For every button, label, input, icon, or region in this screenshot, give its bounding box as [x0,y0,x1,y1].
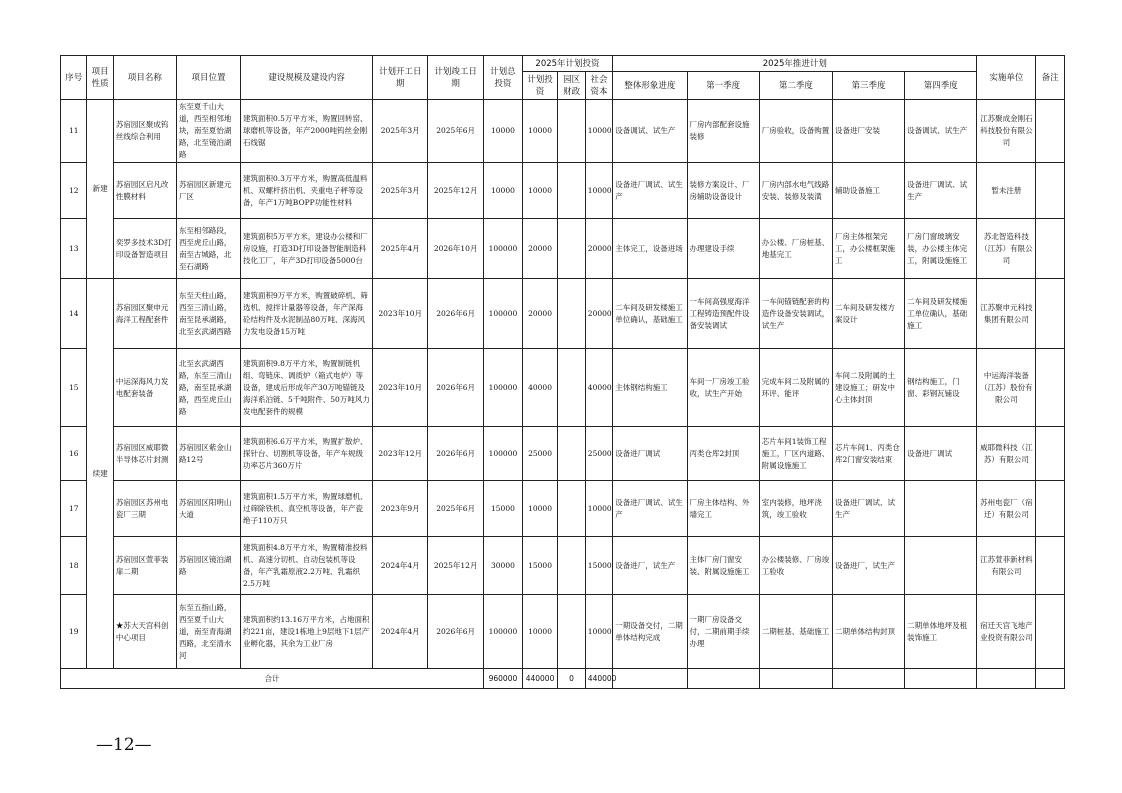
location-cell: 东至夏千山大道，西至相邻地块，南至夏怡湖路，北至镜泊湖路 [176,100,240,163]
image-cell: 设备进厂调试、试生产 [613,163,687,219]
image-cell: 设备进厂，试生产 [613,537,687,595]
table-body [61,100,1065,689]
name-cell: 奕罗多技术3D打印设备智造项目 [113,219,176,279]
q2-cell: 办公楼、厂房桩基、地基完工 [759,219,832,279]
social-cell: 20000 [585,219,612,279]
end-cell: 2026年6月 [428,279,484,349]
header-seq: 序号 [61,56,87,100]
social-cell: 20000 [585,279,612,349]
seq-cell: 16 [61,427,87,481]
total-cell: 10000 [484,163,523,219]
name-cell: 苏宿园区苏州电瓷厂三期 [113,481,176,537]
totals-plan: 440000 [522,669,558,689]
social-cell: 10000 [585,481,612,537]
q4-cell: 设备调试、试生产 [905,100,977,163]
start-cell: 2025年3月 [373,100,428,163]
social-cell: 10000 [585,100,612,163]
header-plan-group: 2025年计划投资 [522,56,613,72]
q1-cell: 一车间高强度海洋工程铸造预配件设备安装调试 [687,279,759,349]
total-cell: 100000 [484,219,523,279]
park-cell [558,427,585,481]
seq-cell: 14 [61,279,87,349]
nature-continue-cell: 续建 [87,279,113,669]
image-cell: 主体钢结构施工 [613,349,687,427]
q1-cell: 办理建设手续 [687,219,759,279]
plan-cell: 10000 [522,595,558,669]
location-cell: 北至玄武湖西路，东至三清山路，南至昆承湖路，西至虎丘山路 [176,349,240,427]
total-cell: 100000 [484,279,523,349]
scale-cell: 建筑面积1.5万平方米，购置球磨机、过筛除铁机、真空机等设备，年产瓷绝子110万只 [241,481,373,537]
totals-total: 960000 [484,669,523,689]
seq-cell: 13 [61,219,87,279]
table-row [61,163,1065,219]
q3-cell: 车间二及附属的土建设施工；研发中心主体封顶 [832,349,904,427]
image-cell: 二车间及研发楼施工单位确认，基础施工 [613,279,687,349]
start-cell: 2023年10月 [373,349,428,427]
q3-cell: 厂房主体框架完工，办公楼框架施工 [832,219,904,279]
note-cell [1036,349,1065,427]
unit-cell: 江苏聚申元科技集团有限公司 [977,279,1036,349]
plan-cell: 25000 [522,427,558,481]
note-cell [1036,595,1065,669]
plan-cell: 10000 [522,163,558,219]
table-row [61,481,1065,537]
scale-cell: 建筑面积5万平方米，建设办公楼和厂房设施，打造3D打印设备智能制造科技化工厂，年产3D打印设备5000台 [241,219,373,279]
header-image: 整体形象进度 [613,72,687,100]
social-cell: 10000 [585,163,612,219]
project-table [60,55,1065,689]
q4-cell [905,537,977,595]
header-note: 备注 [1036,56,1065,100]
header-name: 项目名称 [113,56,176,100]
total-cell: 100000 [484,595,523,669]
q4-cell: 厂房门窗玻璃安装，办公楼主体完工，附属设施施工 [905,219,977,279]
name-cell: ★苏大天宫科创中心项目 [113,595,176,669]
totals-empty-cell [832,669,904,689]
header-plan-invest: 计划投资 [522,72,558,100]
location-cell: 苏宿园区镜泊湖路 [176,537,240,595]
header-q2: 第二季度 [759,72,832,100]
q3-cell: 辅助设备施工 [832,163,904,219]
q3-cell: 设备进厂安装 [832,100,904,163]
seq-cell: 11 [61,100,87,163]
park-cell [558,349,585,427]
seq-cell: 19 [61,595,87,669]
totals-empty-cell [1036,669,1065,689]
table-row [61,537,1065,595]
scale-cell: 建筑面积6.6万平方米，购置扩散炉、探针台、切割机等设备，年产车规级功率芯片360万片 [241,427,373,481]
end-cell: 2025年6月 [428,100,484,163]
table-row [61,427,1065,481]
name-cell: 苏宿园区威耶微半导体芯片封测 [113,427,176,481]
end-cell: 2026年6月 [428,427,484,481]
note-cell [1036,219,1065,279]
start-cell: 2024年4月 [373,595,428,669]
unit-cell: 威耶微科技（江苏）有限公司 [977,427,1036,481]
unit-cell: 江苏萱菲新材料有限公司 [977,537,1036,595]
note-cell [1036,279,1065,349]
header-scale: 建设规模及建设内容 [241,56,373,100]
note-cell [1036,537,1065,595]
header-q4: 第四季度 [905,72,977,100]
q1-cell: 主体厂房门窗安装、附属设施施工 [687,537,759,595]
q2-cell: 芯片车间1装饰工程施工，厂区内道路、附属设施施工 [759,427,832,481]
name-cell: 苏宿园区萱菲装扉二期 [113,537,176,595]
q1-cell: 厂房内部配套设施装修 [687,100,759,163]
location-cell: 东至五指山路，西至夏千山大道，南至青海湖西路，北至清水河 [176,595,240,669]
total-cell: 30000 [484,537,523,595]
table-row [61,219,1065,279]
social-cell: 25000 [585,427,612,481]
q4-cell: 二期单体地坪及租装饰施工 [905,595,977,669]
scale-cell: 建筑面积9万平方米，购置破碎机、筛选机、搅拌计量器等设备，年产深海砼结构件及水泥制品80万吨、深海风力发电设备15万吨 [241,279,373,349]
header-total: 计划总投资 [484,56,523,100]
social-cell: 15000 [585,537,612,595]
unit-cell: 宿迁天宫飞地产业投资有限公司 [977,595,1036,669]
note-cell [1036,100,1065,163]
q4-cell: 设备进厂调试 [905,427,977,481]
q1-cell: 一期厂房设备交付，二期前期手续办理 [687,595,759,669]
totals-empty-cell [759,669,832,689]
end-cell: 2026年6月 [428,595,484,669]
totals-empty-cell [977,669,1036,689]
name-cell: 苏宿园区聚成钨丝线综合利用 [113,100,176,163]
totals-social: 440000 [585,669,612,689]
q4-cell: 二车间及研发楼施工单位确认，基础施工 [905,279,977,349]
end-cell: 2026年6月 [428,349,484,427]
totals-empty-cell [905,669,977,689]
plan-cell: 40000 [522,349,558,427]
q2-cell: 室内装修，地坪浇筑，竣工验收 [759,481,832,537]
q1-cell: 厂房主体结构、外墙完工 [687,481,759,537]
totals-label: 合计 [61,669,484,689]
total-cell: 100000 [484,427,523,481]
total-cell: 10000 [484,100,523,163]
start-cell: 2024年4月 [373,537,428,595]
q2-cell: 一车间锚链配套的构造件设备安装调试，试生产 [759,279,832,349]
scale-cell: 建筑面积9.8万平方米，购置制链机组、弯链床、调质炉（箱式电炉）等设备，建成后形成年产30万吨锚链及海洋系泊链、5千吨附件、50万吨风力发电配套件的规模 [241,349,373,427]
note-cell [1036,427,1065,481]
plan-cell: 20000 [522,279,558,349]
totals-park: 0 [558,669,585,689]
park-cell [558,279,585,349]
q4-cell: 设备进厂调试、试生产 [905,163,977,219]
unit-cell: 苏州电瓷厂（宿迁）有限公司 [977,481,1036,537]
start-cell: 2025年4月 [373,219,428,279]
total-cell: 100000 [484,349,523,427]
header-social: 社会资本 [585,72,612,100]
table-row [61,595,1065,669]
park-cell [558,100,585,163]
park-cell [558,163,585,219]
image-cell: 一期设备交付，二期单体结构完成 [613,595,687,669]
social-cell: 10000 [585,595,612,669]
unit-cell: 江苏聚成金刚石科技股份有限公司 [977,100,1036,163]
header-park-fiscal: 园区财政 [558,72,585,100]
q4-cell: 钢结构施工，门窗、彩钢瓦铺设 [905,349,977,427]
scale-cell: 建筑面积0.5万平方米，购置回转窑、球磨机等设备，年产2000吨钨丝金刚石线锯 [241,100,373,163]
q1-cell: 丙类仓库2封顶 [687,427,759,481]
unit-cell: 中运海洋装备（江苏）股份有限公司 [977,349,1036,427]
q2-cell: 办公楼装修、厂房竣工验收 [759,537,832,595]
location-cell: 苏宿园区阳明山大道 [176,481,240,537]
name-cell: 苏宿园区启凡改性膜材料 [113,163,176,219]
header-location: 项目位置 [176,56,240,100]
plan-cell: 20000 [522,219,558,279]
park-cell [558,219,585,279]
q1-cell: 装修方案设计、厂房辅助设备设计 [687,163,759,219]
start-cell: 2025年3月 [373,163,428,219]
q3-cell: 二车间及研发楼方案设计 [832,279,904,349]
header-q1: 第一季度 [687,72,759,100]
totals-empty-cell [613,669,687,689]
end-cell: 2026年10月 [428,219,484,279]
q2-cell: 厂房内部水电气线路安装、装修及装潢 [759,163,832,219]
note-cell [1036,163,1065,219]
totals-empty-cell [687,669,759,689]
header-nature: 项目性质 [87,56,113,100]
q2-cell: 二期桩基、基础施工 [759,595,832,669]
end-cell: 2025年12月 [428,163,484,219]
header-unit: 实施单位 [977,56,1036,100]
start-cell: 2023年12月 [373,427,428,481]
note-cell [1036,481,1065,537]
q3-cell: 芯片车间1、丙类仓库2门窗安装结束 [832,427,904,481]
location-cell: 苏宿园区新建元厂区 [176,163,240,219]
scale-cell: 建筑面积0.3万平方米，购置高低温料机、双螺杆挤出机、夹重电子秤等设备，年产1万吨BOPP功能性材料 [241,163,373,219]
social-cell: 40000 [585,349,612,427]
end-cell: 2025年12月 [428,537,484,595]
seq-cell: 18 [61,537,87,595]
plan-cell: 15000 [522,537,558,595]
scale-cell: 建筑面积约13.16万平方米，占地面积约221亩，建设1栋地上9层地下1层产业孵化器，其余为工业厂房 [241,595,373,669]
name-cell: 中运深海风力发电配套装备 [113,349,176,427]
q2-cell: 厂房验收，设备购置 [759,100,832,163]
q3-cell: 设备进厂调试、试生产 [832,481,904,537]
park-cell [558,481,585,537]
header-start: 计划开工日期 [373,56,428,100]
unit-cell: 苏北智造科技（江苏）有限公司 [977,219,1036,279]
table-row [61,100,1065,163]
nature-new-cell: 新建 [87,100,113,279]
header-q3: 第三季度 [832,72,904,100]
location-cell: 苏宿园区紫金山路12号 [176,427,240,481]
q3-cell: 二期单体结构封顶 [832,595,904,669]
unit-cell: 暂未注册 [977,163,1036,219]
plan-cell: 10000 [522,100,558,163]
location-cell: 东至相邻路段，西至虎丘山路，南至古城路，北至石湖路 [176,219,240,279]
q2-cell: 完成车间二及附属的环评、能评 [759,349,832,427]
seq-cell: 15 [61,349,87,427]
plan-cell: 10000 [522,481,558,537]
image-cell: 主体完工，设备进场 [613,219,687,279]
start-cell: 2023年9月 [373,481,428,537]
image-cell: 设备进厂调试 [613,427,687,481]
park-cell [558,537,585,595]
table-row [61,349,1065,427]
header-progress-group: 2025年推进计划 [613,56,977,72]
park-cell [558,595,585,669]
q3-cell: 设备进厂，试生产 [832,537,904,595]
header-end: 计划竣工日期 [428,56,484,100]
seq-cell: 17 [61,481,87,537]
image-cell: 设备调试、试生产 [613,100,687,163]
location-cell: 东至天柱山路，西至三清山路，南至昆承湖路，北至玄武湖西路 [176,279,240,349]
table-row [61,279,1065,349]
name-cell: 苏宿园区聚申元海洋工程配套件 [113,279,176,349]
scale-cell: 建筑面积4.8万平方米，购置精准投料机、高速分切机、自动包装机等设备，年产乳霜原液2.2万吨、乳霜织2.5万吨 [241,537,373,595]
page-number: —12— [96,735,152,755]
totals-row [61,669,1065,689]
seq-cell: 12 [61,163,87,219]
image-cell: 设备进厂调试、试生产 [613,481,687,537]
end-cell: 2025年6月 [428,481,484,537]
start-cell: 2023年10月 [373,279,428,349]
total-cell: 15000 [484,481,523,537]
q1-cell: 车间一厂房竣工验收，试生产开始 [687,349,759,427]
q4-cell [905,481,977,537]
